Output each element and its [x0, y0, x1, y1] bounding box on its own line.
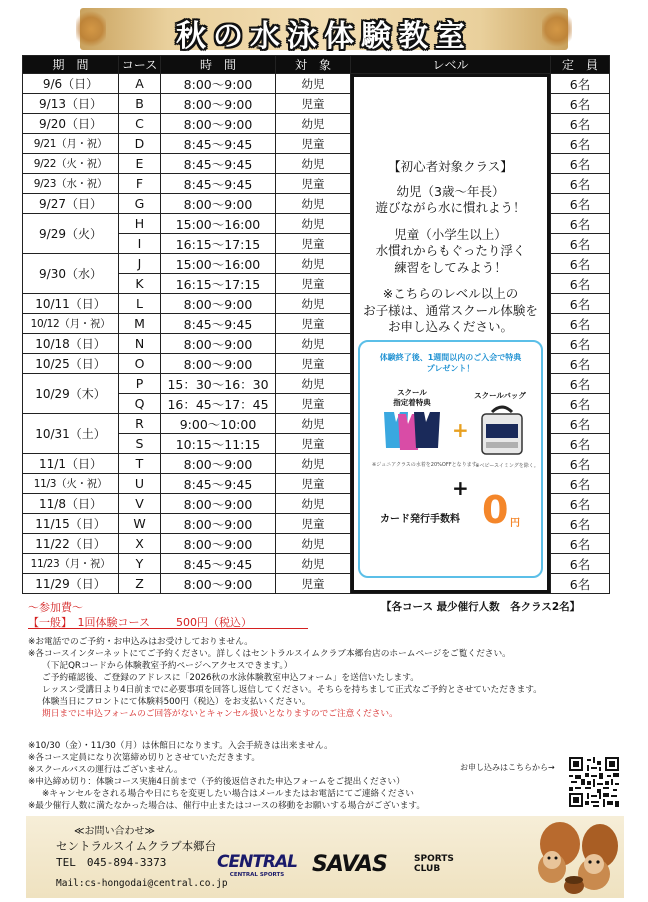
cell-target: 幼児	[276, 534, 351, 554]
qr-code-icon[interactable]	[569, 757, 619, 807]
cell-time: 8:00～9:00	[161, 74, 276, 94]
cell-time: 8:00～9:00	[161, 454, 276, 474]
header-capacity: 定 員	[551, 56, 610, 74]
header-time: 時 間	[161, 56, 276, 74]
cell-date: 9/20（日）	[23, 114, 119, 134]
school-bag-icon	[478, 402, 526, 458]
level-other	[354, 286, 547, 336]
plus-sign: +	[452, 476, 469, 500]
cell-time: 8:45～9:45	[161, 554, 276, 574]
cell-date: 11/1（日）	[23, 454, 119, 474]
cell-target: 幼児	[276, 454, 351, 474]
cell-course: S	[119, 434, 161, 454]
squirrel-illustration-icon	[530, 816, 624, 898]
level-child-line: 練習をしてみよう！	[394, 259, 507, 275]
cell-target: 児童	[276, 354, 351, 374]
cell-course: N	[119, 334, 161, 354]
cell-time: 8:00～9:00	[161, 334, 276, 354]
bag-note: ※ベビースイミングを除く。	[475, 463, 539, 469]
cell-course: P	[119, 374, 161, 394]
cell-date: 11/3（火・祝）	[23, 474, 119, 494]
bag-label: スクールバッグ	[474, 391, 526, 400]
level-cell	[351, 74, 551, 594]
cell-target: 幼児	[276, 554, 351, 574]
cell-capacity: 6名	[551, 254, 610, 274]
cell-target: 幼児	[276, 214, 351, 234]
contact-heading: ≪お問い合わせ≫	[74, 826, 155, 837]
cell-course: M	[119, 314, 161, 334]
cell-time: 16：45～17：45	[161, 394, 276, 414]
cell-capacity: 6名	[551, 354, 610, 374]
title-banner	[80, 8, 568, 54]
note-item: ※最少催行人数に満たなかった場合は、催行中止またはコースの移動をお願いする場合がございます。	[28, 801, 426, 811]
cell-target: 幼児	[276, 294, 351, 314]
note-item: ※各コース定員になり次第締め切りとさせていただきます。	[28, 753, 261, 763]
cell-capacity: 6名	[551, 114, 610, 134]
note-item-warning: 期日までに申込フォームのご回答がないとキャンセル扱いとなりますのでご注意ください。	[42, 709, 398, 719]
footer	[26, 816, 624, 898]
contact-mail[interactable]: Mail:cs-hongodai@central.co.jp	[56, 878, 228, 889]
cell-capacity: 6名	[551, 274, 610, 294]
swimsuit-label-line: 指定着特典	[393, 398, 431, 407]
cell-course: Z	[119, 574, 161, 594]
card-fee-value: 0	[482, 488, 509, 532]
cell-course: T	[119, 454, 161, 474]
cell-target: 幼児	[276, 74, 351, 94]
cell-time: 8:45～9:45	[161, 314, 276, 334]
cell-time: 8:00～9:00	[161, 534, 276, 554]
level-child	[354, 227, 547, 277]
cell-capacity: 6名	[551, 414, 610, 434]
cell-course: Q	[119, 394, 161, 414]
card-fee-label: カード発行手数料	[380, 514, 460, 525]
cell-time: 10:15～11:15	[161, 434, 276, 454]
cell-target: 幼児	[276, 194, 351, 214]
cell-course: V	[119, 494, 161, 514]
swimsuit-label	[382, 388, 442, 408]
cell-capacity: 6名	[551, 174, 610, 194]
level-heading: 【初心者対象クラス】	[388, 159, 513, 174]
cell-course: H	[119, 214, 161, 234]
cell-target: 児童	[276, 314, 351, 334]
cell-date: 9/6（日）	[23, 74, 119, 94]
cell-date: 10/11（日）	[23, 294, 119, 314]
promo-box	[358, 340, 543, 578]
cell-capacity: 6名	[551, 394, 610, 414]
cell-time: 8:00～9:00	[161, 194, 276, 214]
header-target: 対 象	[276, 56, 351, 74]
cell-time: 8:00～9:00	[161, 354, 276, 374]
cell-capacity: 6名	[551, 454, 610, 474]
note-item: レッスン受講日より4日前までに必要事項を回答し返信してください。そちらを持ちまして正式なご予約とさせていただきます。	[42, 685, 542, 695]
cell-date: 9/30（水）	[23, 254, 119, 294]
cell-course: K	[119, 274, 161, 294]
level-kids-line: 幼児（3歳～年長）	[396, 183, 505, 199]
level-child-line: 水慣れからもぐったり浮く	[375, 243, 526, 258]
sports-club-logo	[414, 854, 454, 874]
cell-target: 幼児	[276, 414, 351, 434]
cell-time: 8:45～9:45	[161, 174, 276, 194]
cell-time: 8:00～9:00	[161, 114, 276, 134]
note-item: （下記QRコードから体験教室予約ページへアクセスできます。）	[42, 661, 293, 671]
cell-capacity: 6名	[551, 374, 610, 394]
note-item: ※10/30（金）・11/30（月）は休館日になります。入会手続きは出来ません。	[28, 741, 333, 751]
club-text: CLUB	[414, 864, 441, 874]
cell-date: 9/23（水・祝）	[23, 174, 119, 194]
fee-label: 【一般】 1回体験コース	[28, 616, 150, 629]
cell-time: 16:15～17:15	[161, 274, 276, 294]
fee-heading: ～参加費～	[28, 601, 83, 614]
cell-date: 11/15（日）	[23, 514, 119, 534]
qr-label: お申し込みはこちらから→	[460, 763, 555, 772]
central-logo	[212, 852, 302, 882]
header-level: レベル	[351, 56, 551, 74]
note-item: ※スクールバスの運行はございません。	[28, 765, 183, 775]
cell-time: 9:00～10:00	[161, 414, 276, 434]
level-other-line: お子様は、通常スクール体験を	[363, 302, 538, 318]
level-kids	[354, 184, 547, 217]
cell-course: C	[119, 114, 161, 134]
promo-heading	[360, 352, 541, 374]
savas-logo: SAVAS	[312, 852, 387, 877]
cell-date: 11/23（月・祝）	[23, 554, 119, 574]
cell-target: 幼児	[276, 374, 351, 394]
promo-heading-line: プレゼント！	[426, 364, 475, 373]
level-kids-line: 遊びながら水に慣れよう！	[375, 200, 526, 215]
cell-time: 16:15～17:15	[161, 234, 276, 254]
cell-course: J	[119, 254, 161, 274]
cell-capacity: 6名	[551, 434, 610, 454]
cell-date: 10/12（月・祝）	[23, 314, 119, 334]
cell-time: 15:00～16:00	[161, 214, 276, 234]
cell-date: 10/18（日）	[23, 334, 119, 354]
cell-time: 15：30～16：30	[161, 374, 276, 394]
promo-heading-line: 体験終了後、1週間以内のご入会で特典	[379, 353, 522, 362]
cell-capacity: 6名	[551, 314, 610, 334]
sports-text: SPORTS	[414, 854, 454, 864]
cell-capacity: 6名	[551, 94, 610, 114]
cell-capacity: 6名	[551, 194, 610, 214]
table-row	[23, 74, 610, 94]
cell-target: 児童	[276, 574, 351, 594]
contact-name: セントラルスイムクラブ本郷台	[56, 839, 217, 853]
cell-capacity: 6名	[551, 154, 610, 174]
cell-time: 8:00～9:00	[161, 294, 276, 314]
cell-capacity: 6名	[551, 574, 610, 594]
note-item: ご予約確認後、ご登録のアドレスに「2026秋の水泳体験教室申込フォーム」を送信いたします。	[42, 673, 419, 683]
cell-time: 8:45～9:45	[161, 154, 276, 174]
contact-tel[interactable]: TEL 045-894-3373	[56, 856, 167, 869]
cell-time: 8:00～9:00	[161, 94, 276, 114]
cell-capacity: 6名	[551, 494, 610, 514]
cell-date: 11/29（日）	[23, 574, 119, 594]
cell-capacity: 6名	[551, 334, 610, 354]
cell-capacity: 6名	[551, 234, 610, 254]
cell-capacity: 6名	[551, 134, 610, 154]
cell-date: 10/31（土）	[23, 414, 119, 454]
cell-time: 8:45～9:45	[161, 134, 276, 154]
cell-target: 児童	[276, 474, 351, 494]
swimsuit-label-line: スクール	[397, 388, 427, 397]
note-item: ※申込締め切り：体験コース実施4日前まで（予約後返信された申込フォームをご提出ください）	[28, 777, 405, 787]
cell-capacity: 6名	[551, 514, 610, 534]
cell-course: G	[119, 194, 161, 214]
cell-target: 児童	[276, 434, 351, 454]
cell-target: 児童	[276, 174, 351, 194]
cell-course: U	[119, 474, 161, 494]
cell-course: A	[119, 74, 161, 94]
notes-block-2	[28, 740, 628, 812]
cell-target: 児童	[276, 274, 351, 294]
plus-sign: +	[452, 418, 469, 442]
cell-capacity: 6名	[551, 534, 610, 554]
cell-target: 児童	[276, 234, 351, 254]
cell-course: D	[119, 134, 161, 154]
central-logo-sub: CENTRAL SPORTS	[229, 872, 285, 878]
cell-target: 幼児	[276, 254, 351, 274]
cell-target: 児童	[276, 94, 351, 114]
cell-course: F	[119, 174, 161, 194]
cell-target: 児童	[276, 514, 351, 534]
cell-course: I	[119, 234, 161, 254]
cell-date: 10/29（木）	[23, 374, 119, 414]
cell-date: 9/27（日）	[23, 194, 119, 214]
table-header-row	[23, 56, 610, 74]
cell-target: 幼児	[276, 114, 351, 134]
level-other-line: ※こちらのレベル以上の	[382, 286, 519, 301]
page-title: 秋の水泳体験教室	[176, 19, 472, 54]
cell-capacity: 6名	[551, 294, 610, 314]
cell-date: 11/8（日）	[23, 494, 119, 514]
cell-time: 8:45～9:45	[161, 474, 276, 494]
cell-course: Y	[119, 554, 161, 574]
level-description	[354, 159, 547, 336]
card-fee-unit: 円	[510, 518, 520, 529]
min-participants-note: 【各コース 最少催行人数 各クラス2名】	[381, 601, 581, 613]
header-period: 期 間	[23, 56, 119, 74]
note-item: ※キャンセルをされる場合や日にちを変更したい場合はメールまたはお電話にてご連絡ください	[42, 789, 414, 799]
swimsuit-icon	[380, 408, 444, 454]
cell-time: 8:00～9:00	[161, 494, 276, 514]
level-box	[354, 77, 547, 590]
cell-target: 児童	[276, 394, 351, 414]
header-course: コース	[119, 56, 161, 74]
swimsuit-note: ※ジュニアクラスの水着を20%OFFとなります。	[372, 462, 482, 468]
cell-target: 幼児	[276, 494, 351, 514]
cell-date: 11/22（日）	[23, 534, 119, 554]
cell-target: 幼児	[276, 334, 351, 354]
cell-course: O	[119, 354, 161, 374]
cell-date: 9/13（日）	[23, 94, 119, 114]
cell-course: X	[119, 534, 161, 554]
cell-course: E	[119, 154, 161, 174]
schedule-table	[22, 55, 610, 594]
cell-time: 8:00～9:00	[161, 514, 276, 534]
notes-block	[28, 636, 628, 720]
cell-capacity: 6名	[551, 74, 610, 94]
level-other-line: お申し込みください。	[387, 319, 513, 334]
cell-date: 9/21（月・祝）	[23, 134, 119, 154]
cell-date: 10/25（日）	[23, 354, 119, 374]
note-item: 体験当日にフロントにて体験料500円（税込）をお支払いください。	[42, 697, 311, 707]
cell-target: 幼児	[276, 154, 351, 174]
cell-course: B	[119, 94, 161, 114]
cell-time: 8:00～9:00	[161, 574, 276, 594]
cell-course: R	[119, 414, 161, 434]
note-item: ※お電話でのご予約・お申込みはお受けしておりません。	[28, 637, 253, 647]
cell-date: 9/22（火・祝）	[23, 154, 119, 174]
level-child-line: 児童（小学生以上）	[394, 226, 507, 242]
cell-date: 9/29（火）	[23, 214, 119, 254]
cell-target: 児童	[276, 134, 351, 154]
cell-capacity: 6名	[551, 474, 610, 494]
cell-capacity: 6名	[551, 214, 610, 234]
fee-price: 500円（税込）	[175, 616, 252, 629]
cell-course: W	[119, 514, 161, 534]
central-logo-text: CENTRAL	[217, 852, 297, 872]
cell-time: 15:00～16:00	[161, 254, 276, 274]
note-item: ※各コースインターネットにてご予約ください。詳しくはセントラルスイムクラブ本郷台店のホームページをご覧ください。	[28, 649, 511, 659]
cell-capacity: 6名	[551, 554, 610, 574]
fee-underline	[28, 628, 308, 629]
cell-course: L	[119, 294, 161, 314]
